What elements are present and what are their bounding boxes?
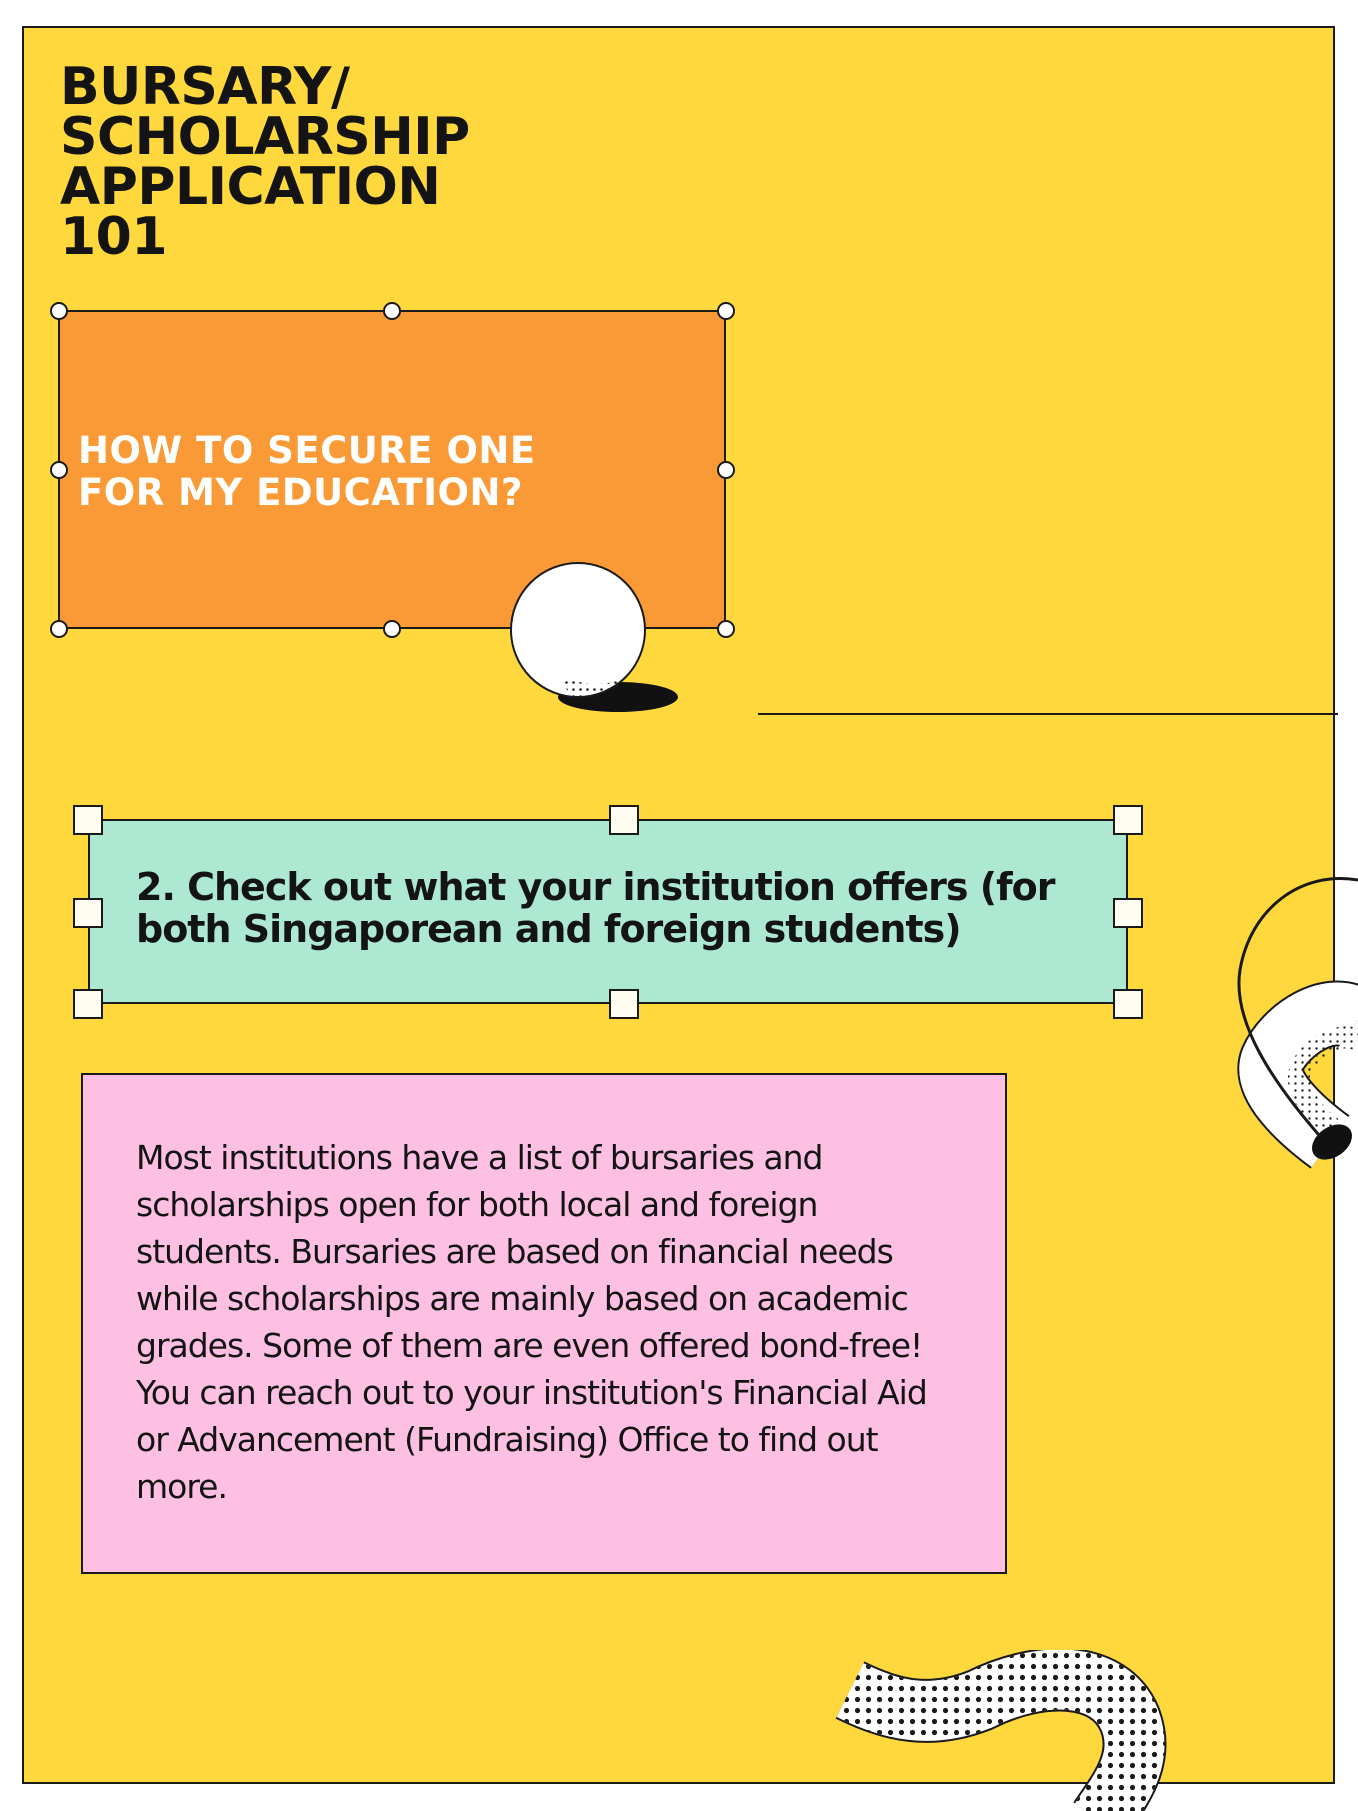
subtitle-text (78, 430, 536, 514)
resize-handle-top-left[interactable] (50, 302, 68, 320)
resize-handle-bottom-middle[interactable] (609, 989, 639, 1019)
body-text: Most institutions have a list of bursaries and scholarships open for both local and foreign students. Bursaries are based on financial needs while scholarships are mainly based on academic grades. Some of them are even offered bond-free! You can reach out to your institution's Financial Aid or Advancement (Fundraising) Office to find out more. (136, 1138, 927, 1506)
resize-handle-bottom-right[interactable] (717, 620, 735, 638)
resize-handle-bottom-left[interactable] (50, 620, 68, 638)
title-line-1: BURSARY/ (60, 57, 350, 117)
resize-handle-top-right[interactable] (717, 302, 735, 320)
step-text: 2. Check out what your institution offers (for both Singaporean and foreign students) (136, 865, 1055, 951)
poster-title (60, 57, 470, 267)
title-line-3: APPLICATION (60, 157, 441, 217)
resize-handle-top-middle[interactable] (383, 302, 401, 320)
resize-handle-bottom-right[interactable] (1113, 989, 1143, 1019)
resize-handle-middle-left[interactable] (73, 898, 103, 928)
subtitle-line-1: HOW TO SECURE ONE (78, 429, 536, 472)
resize-handle-top-right[interactable] (1113, 805, 1143, 835)
resize-handle-middle-right[interactable] (1113, 898, 1143, 928)
resize-handle-middle-left[interactable] (50, 461, 68, 479)
subtitle-line-2: FOR MY EDUCATION? (78, 471, 523, 514)
arch-decoration-icon (1180, 870, 1358, 1170)
squiggle-decoration-icon (830, 1650, 1190, 1811)
title-line-2: SCHOLARSHIP (60, 107, 470, 167)
resize-handle-top-left[interactable] (73, 805, 103, 835)
resize-handle-bottom-left[interactable] (73, 989, 103, 1019)
resize-handle-middle-right[interactable] (717, 461, 735, 479)
title-line-4: 101 (60, 207, 168, 267)
ball-decoration-icon (500, 560, 690, 720)
divider-line (758, 713, 1338, 715)
resize-handle-top-middle[interactable] (609, 805, 639, 835)
resize-handle-bottom-middle[interactable] (383, 620, 401, 638)
